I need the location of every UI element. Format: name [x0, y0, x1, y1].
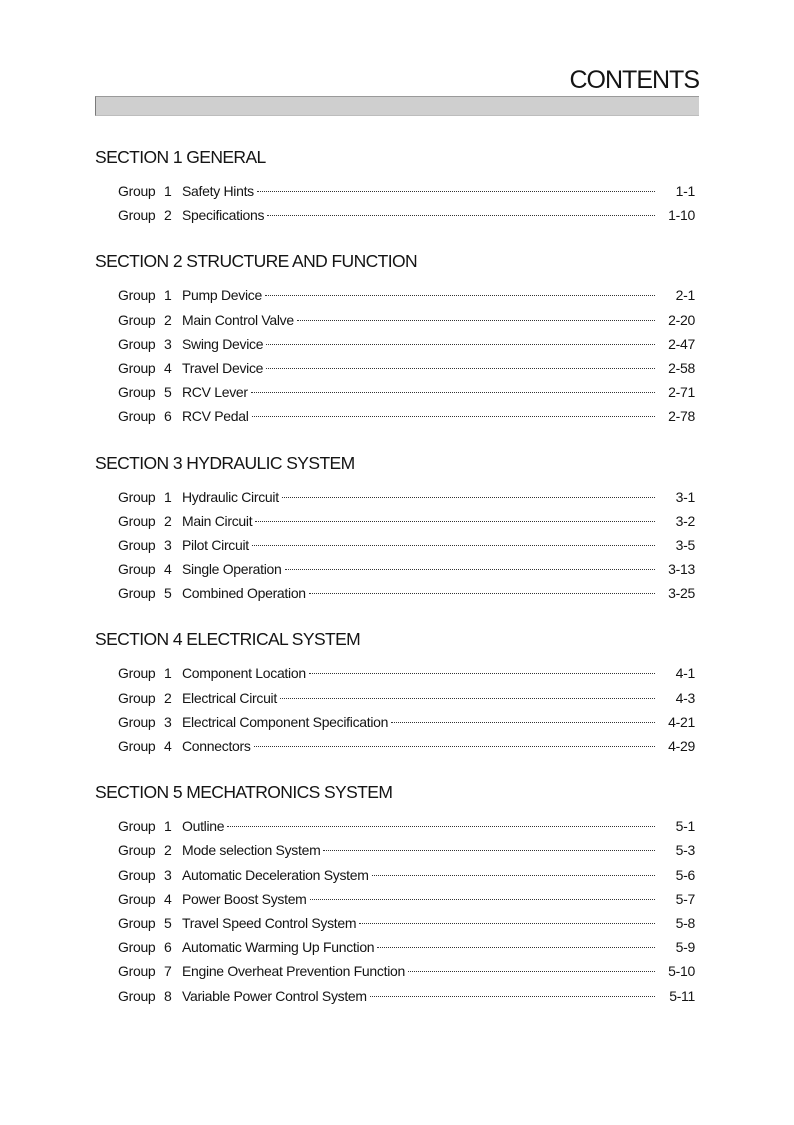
group-label: Group — [118, 359, 156, 376]
toc-entry[interactable] — [118, 509, 695, 533]
group-title: Main Control Valve — [182, 311, 294, 328]
dot-leader — [359, 923, 655, 924]
group-label: Group — [118, 689, 156, 706]
dot-leader — [266, 368, 655, 369]
page-number: 5-3 — [675, 842, 695, 859]
toc-entry[interactable] — [118, 863, 695, 887]
toc-entry[interactable] — [118, 283, 695, 307]
group-label: Group — [118, 842, 156, 859]
group-label: Group — [118, 713, 156, 730]
group-title: Main Circuit — [182, 512, 253, 529]
section-heading: SECTION 2 STRUCTURE AND FUNCTION — [95, 251, 418, 272]
section-block — [95, 780, 695, 1008]
group-title: Pump Device — [182, 287, 262, 304]
page-number: 1-1 — [675, 183, 695, 199]
toc-entry[interactable] — [118, 814, 695, 838]
group-label: Group — [118, 665, 156, 682]
group-number: 4 — [164, 561, 172, 578]
toc-entry[interactable] — [118, 734, 695, 758]
dot-leader — [252, 416, 655, 417]
dot-leader — [323, 850, 655, 851]
page-number: 4-29 — [668, 738, 695, 754]
group-title: Component Location — [182, 665, 306, 682]
section-block — [95, 627, 695, 758]
toc-entry[interactable] — [118, 661, 695, 685]
group-title: Combined Operation — [182, 585, 306, 602]
page-number: 3-13 — [668, 561, 695, 578]
group-number: 4 — [164, 890, 172, 907]
group-number: 3 — [164, 335, 172, 352]
dot-leader — [252, 545, 655, 546]
page-number: 3-5 — [675, 536, 695, 553]
group-label: Group — [118, 818, 156, 835]
table-of-contents — [95, 145, 695, 1030]
toc-entry[interactable] — [118, 404, 695, 428]
toc-entry[interactable] — [118, 203, 695, 227]
group-label: Group — [118, 866, 156, 883]
toc-entry[interactable] — [118, 959, 695, 983]
section-block — [95, 451, 695, 606]
group-number: 2 — [164, 689, 172, 706]
group-label: Group — [118, 963, 156, 980]
group-number: 1 — [164, 183, 172, 199]
group-number: 4 — [164, 738, 172, 754]
page-number: 3-2 — [675, 512, 695, 529]
dot-leader — [280, 698, 655, 699]
group-title: Travel Device — [182, 359, 264, 376]
group-list — [95, 179, 695, 227]
group-number: 2 — [164, 207, 172, 224]
group-number: 8 — [164, 987, 172, 1004]
group-title: Connectors — [182, 738, 251, 754]
page-number: 1-10 — [668, 207, 695, 224]
group-number: 3 — [164, 713, 172, 730]
group-title: Power Boost System — [182, 890, 307, 907]
dot-leader — [370, 996, 655, 997]
section-heading: SECTION 3 HYDRAULIC SYSTEM — [95, 452, 355, 473]
group-label: Group — [118, 384, 156, 401]
group-number: 3 — [164, 866, 172, 883]
group-title: Travel Speed Control System — [182, 914, 357, 931]
group-label: Group — [118, 914, 156, 931]
dot-leader — [377, 947, 655, 948]
section-heading: SECTION 4 ELECTRICAL SYSTEM — [95, 629, 361, 650]
dot-leader — [255, 521, 655, 522]
group-number: 6 — [164, 939, 172, 956]
page-number: 2-1 — [675, 287, 695, 304]
group-label: Group — [118, 183, 156, 199]
dot-leader — [265, 295, 655, 296]
page-number: 2-58 — [668, 359, 695, 376]
group-label: Group — [118, 311, 156, 328]
dot-leader — [408, 971, 655, 972]
page-number: 3-25 — [668, 585, 695, 602]
page-title: CONTENTS — [569, 66, 699, 94]
group-title: Electrical Component Specification — [182, 713, 389, 730]
dot-leader — [309, 673, 655, 674]
group-label: Group — [118, 335, 156, 352]
toc-entry[interactable] — [118, 332, 695, 356]
group-label: Group — [118, 939, 156, 956]
page-number: 4-3 — [675, 689, 695, 706]
toc-entry[interactable] — [118, 887, 695, 911]
page-number: 4-1 — [675, 665, 695, 682]
dot-leader — [310, 899, 655, 900]
group-title: Single Operation — [182, 561, 282, 578]
toc-entry[interactable] — [118, 533, 695, 557]
group-label: Group — [118, 738, 156, 754]
group-label: Group — [118, 561, 156, 578]
section-block — [95, 145, 695, 227]
dot-leader — [227, 826, 655, 827]
group-number: 7 — [164, 963, 172, 980]
group-title: Outline — [182, 818, 225, 835]
group-title: Engine Overheat Prevention Function — [182, 963, 405, 980]
group-label: Group — [118, 512, 156, 529]
group-label: Group — [118, 987, 156, 1004]
group-number: 1 — [164, 488, 172, 505]
group-number: 2 — [164, 311, 172, 328]
group-number: 4 — [164, 359, 172, 376]
group-number: 5 — [164, 914, 172, 931]
group-number: 3 — [164, 536, 172, 553]
toc-entry[interactable] — [118, 838, 695, 862]
group-number: 1 — [164, 665, 172, 682]
dot-leader — [254, 746, 655, 747]
group-title: Automatic Deceleration System — [182, 866, 369, 883]
group-number: 1 — [164, 287, 172, 304]
group-list — [95, 283, 695, 428]
dot-leader — [257, 191, 655, 192]
dot-leader — [309, 593, 655, 594]
dot-leader — [282, 497, 655, 498]
page-number: 3-1 — [675, 488, 695, 505]
toc-entry[interactable] — [118, 179, 695, 203]
group-list — [95, 814, 695, 1008]
dot-leader — [266, 344, 655, 345]
group-number: 5 — [164, 585, 172, 602]
dot-leader — [391, 722, 655, 723]
page-number: 4-21 — [668, 713, 695, 730]
dot-leader — [267, 215, 655, 216]
page-number: 5-11 — [669, 987, 695, 1004]
page-number: 5-8 — [675, 914, 695, 931]
section-block — [95, 249, 695, 428]
group-label: Group — [118, 207, 156, 224]
group-title: Hydraulic Circuit — [182, 488, 279, 505]
group-number: 1 — [164, 818, 172, 835]
group-title: Variable Power Control System — [182, 987, 367, 1004]
page-number: 2-71 — [668, 384, 695, 401]
page-number: 5-9 — [675, 939, 695, 956]
group-label: Group — [118, 287, 156, 304]
group-list — [95, 661, 695, 758]
dot-leader — [297, 320, 655, 321]
page-number: 2-20 — [668, 311, 695, 328]
toc-entry[interactable] — [118, 380, 695, 404]
section-heading: SECTION 5 MECHATRONICS SYSTEM — [95, 782, 393, 803]
toc-entry[interactable] — [118, 710, 695, 734]
toc-entry[interactable] — [118, 686, 695, 710]
group-label: Group — [118, 890, 156, 907]
dot-leader — [251, 392, 655, 393]
page-number: 5-10 — [668, 963, 695, 980]
group-number: 2 — [164, 842, 172, 859]
group-title: Electrical Circuit — [182, 689, 277, 706]
toc-entry[interactable] — [118, 308, 695, 332]
group-title: Mode selection System — [182, 842, 321, 859]
group-title: Specifications — [182, 207, 265, 224]
group-label: Group — [118, 536, 156, 553]
group-number: 2 — [164, 512, 172, 529]
dot-leader — [285, 569, 656, 570]
toc-entry[interactable] — [118, 356, 695, 380]
toc-entry[interactable] — [118, 485, 695, 509]
toc-entry[interactable] — [118, 557, 695, 581]
group-title: RCV Pedal — [182, 408, 249, 425]
group-label: Group — [118, 585, 156, 602]
toc-entry[interactable] — [118, 984, 695, 1008]
page-number: 2-47 — [668, 335, 695, 352]
group-title: RCV Lever — [182, 384, 248, 401]
group-title: Safety Hints — [182, 183, 254, 199]
toc-entry[interactable] — [118, 581, 695, 605]
toc-entry[interactable] — [118, 911, 695, 935]
page-number: 5-6 — [675, 866, 695, 883]
group-number: 5 — [164, 384, 172, 401]
group-title: Automatic Warming Up Function — [182, 939, 375, 956]
group-label: Group — [118, 488, 156, 505]
group-label: Group — [118, 408, 156, 425]
group-number: 6 — [164, 408, 172, 425]
dot-leader — [372, 875, 655, 876]
title-bar — [95, 96, 699, 116]
page-number: 5-1 — [675, 818, 695, 835]
page-number: 2-78 — [668, 408, 695, 425]
group-title: Pilot Circuit — [182, 536, 249, 553]
group-list — [95, 485, 695, 606]
group-title: Swing Device — [182, 335, 264, 352]
page-number: 5-7 — [675, 890, 695, 907]
toc-entry[interactable] — [118, 935, 695, 959]
section-heading: SECTION 1 GENERAL — [95, 147, 266, 167]
